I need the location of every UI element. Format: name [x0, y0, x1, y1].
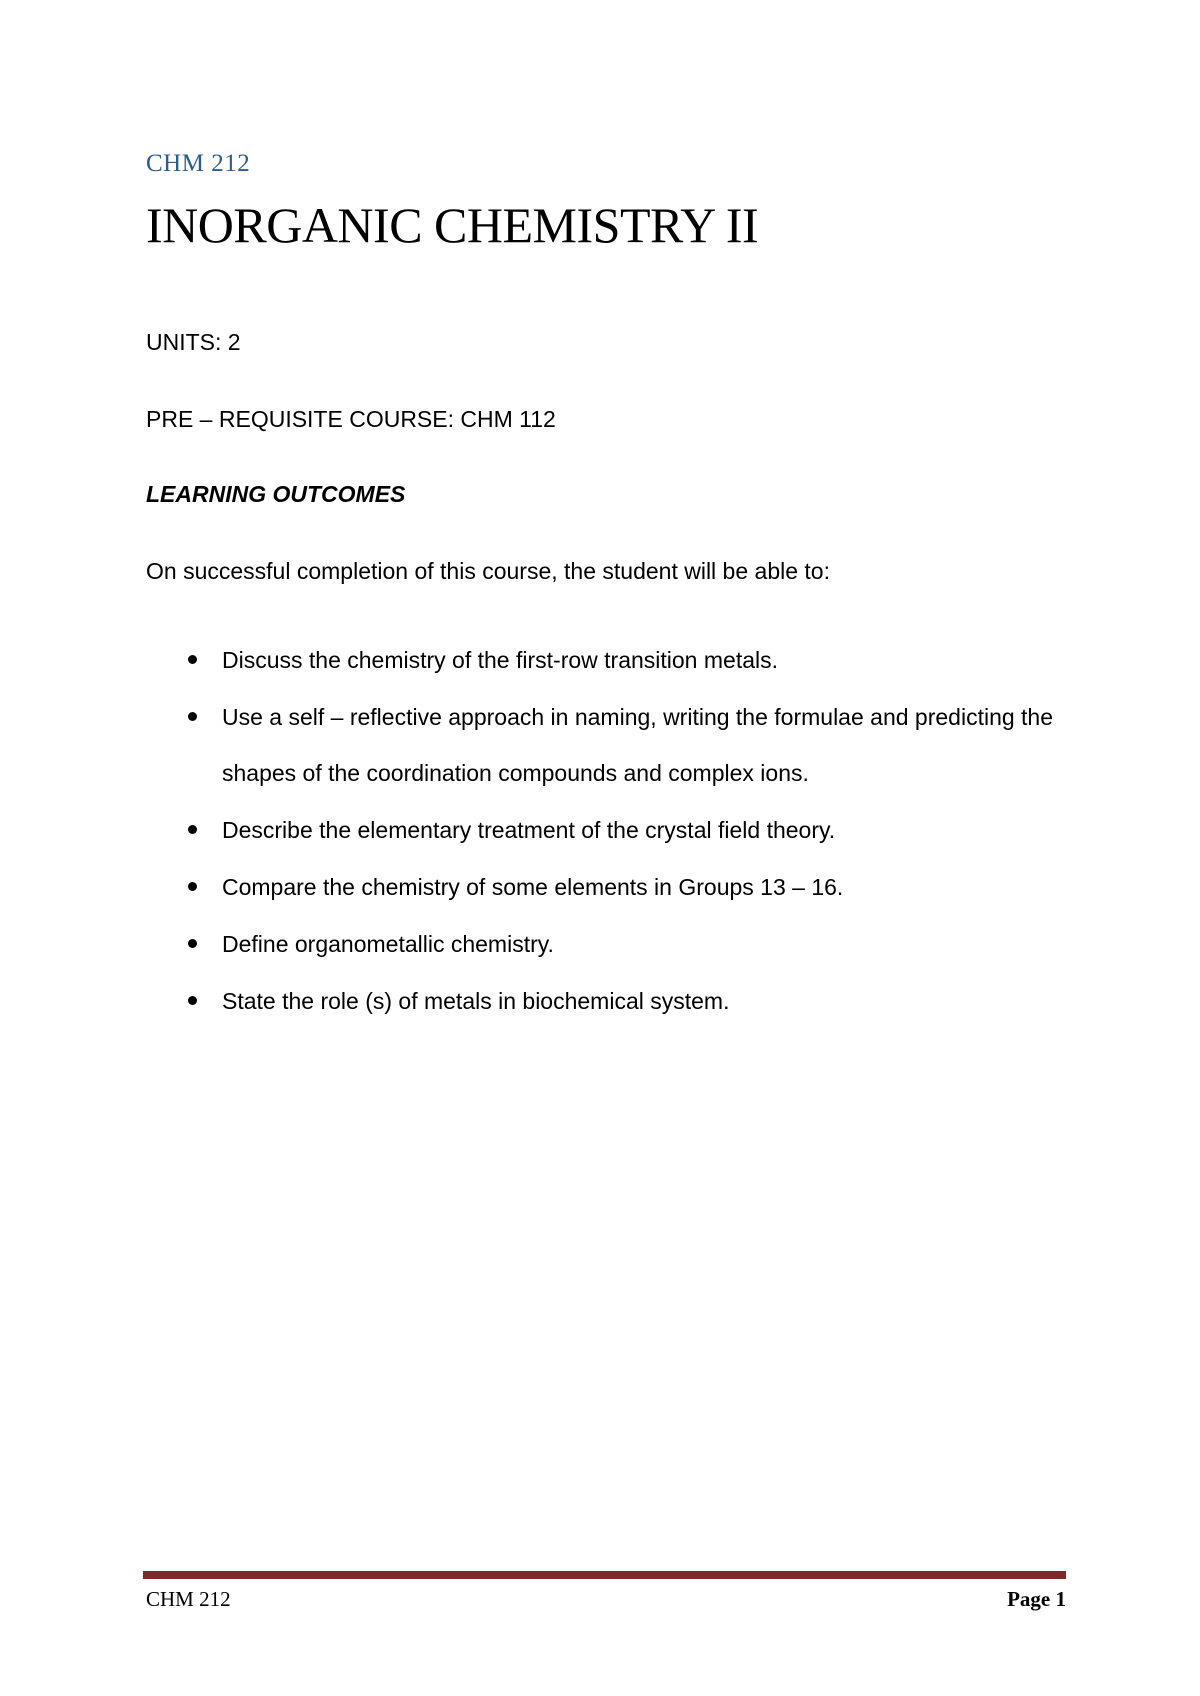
bullet-icon — [188, 655, 197, 664]
bullet-icon — [188, 996, 197, 1005]
list-item-text: Use a self – reflective approach in naming, writing the formulae and predicting the shapes of the coordination compounds and complex ions. — [222, 704, 1054, 786]
footer-divider — [143, 1571, 1066, 1579]
bullet-icon — [188, 825, 197, 834]
list-item — [146, 916, 1066, 972]
list-item — [146, 973, 1066, 1029]
prerequisite-text: PRE – REQUISITE COURSE: CHM 112 — [146, 406, 556, 432]
units-text: UNITS: 2 — [146, 329, 241, 355]
list-item — [146, 689, 1066, 801]
learning-outcomes-intro: On successful completion of this course, the student will be able to: — [146, 558, 830, 584]
page-number: Page 1 — [1007, 1587, 1066, 1611]
list-item — [146, 802, 1066, 858]
course-code: CHM 212 — [146, 150, 251, 177]
bullet-icon — [188, 939, 197, 948]
list-item — [146, 632, 1066, 688]
page-title: INORGANIC CHEMISTRY II — [146, 197, 759, 253]
list-item-text: Define organometallic chemistry. — [222, 931, 554, 957]
list-item-text: Compare the chemistry of some elements in Groups 13 – 16. — [222, 874, 844, 900]
bullet-icon — [188, 882, 197, 891]
list-item-text: Discuss the chemistry of the first-row transition metals. — [222, 647, 778, 673]
learning-outcomes-list — [146, 632, 1066, 1030]
list-item — [146, 859, 1066, 915]
learning-outcomes-heading: LEARNING OUTCOMES — [146, 481, 406, 507]
bullet-icon — [188, 712, 197, 721]
footer-course-code: CHM 212 — [146, 1587, 231, 1611]
list-item-text: State the role (s) of metals in biochemical system. — [222, 988, 730, 1014]
list-item-text: Describe the elementary treatment of the crystal field theory. — [222, 817, 836, 843]
